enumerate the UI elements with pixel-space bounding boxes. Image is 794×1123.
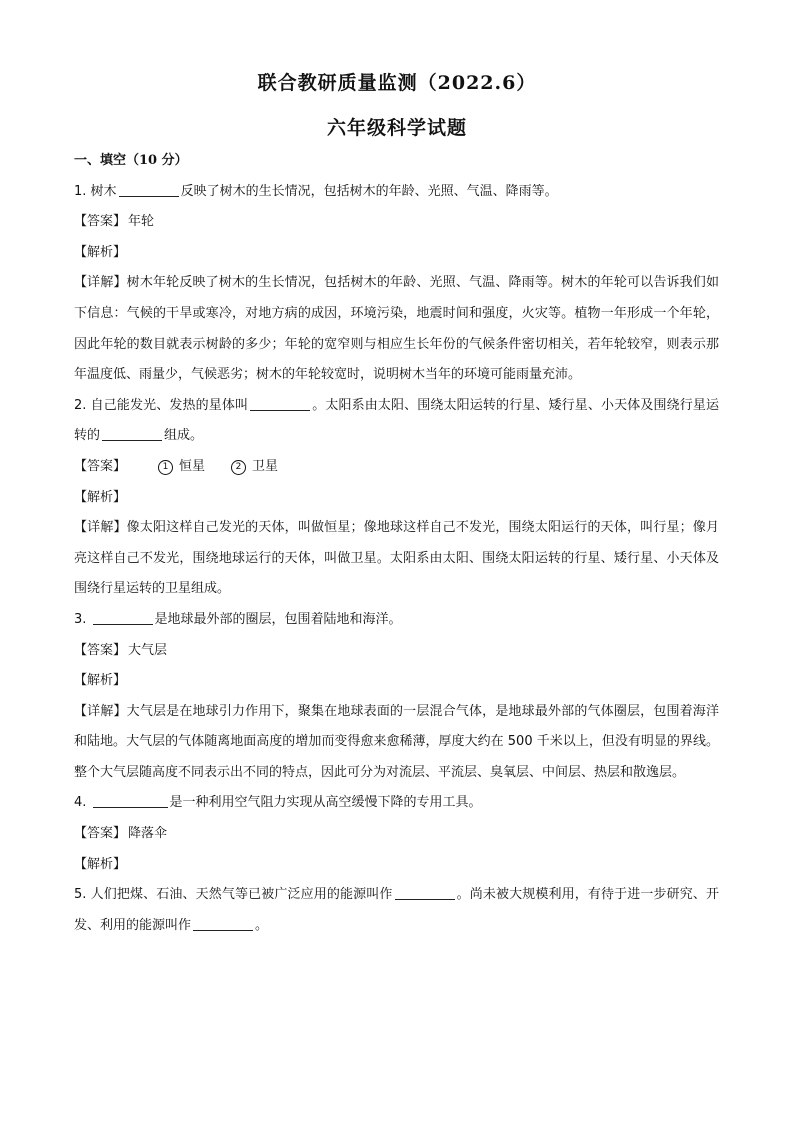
- answer-tag: 【答案】: [74, 214, 127, 230]
- circled-number-1: 1: [158, 460, 173, 475]
- detail-paragraph: [74, 513, 719, 605]
- answer-value: 年轮: [128, 214, 155, 230]
- analysis-tag: 【解析】: [74, 673, 127, 689]
- answer-blank: [102, 427, 162, 441]
- answer-value: 大气层: [128, 642, 168, 658]
- detail-tag: 【详解】: [74, 275, 127, 291]
- answer-line: [74, 819, 719, 850]
- question-text: 反映了树木的生长情况，包括树木的年龄、光照、气温、降雨等。: [180, 183, 558, 199]
- detail-text: 大气层是在地球引力作用下，聚集在地球表面的一层混合气体，是地球最外部的气体圈层，包围着海洋和陆地。大气层的气体随离地面高度的增加而变得愈来愈稀薄，厚度大约在 500 千米以上，但没有明显的界线。整个大气层随高度不同表示出不同的特点，因此可分为对流层、平流层、臭氧层、中间层、热层和散逸层。: [74, 703, 719, 780]
- answer-tag: 【答案】: [74, 458, 127, 474]
- answer-line: [74, 452, 719, 483]
- question-text: 树木: [90, 183, 117, 199]
- answer-value: 卫星: [252, 458, 279, 474]
- question-text: 。尚未被大规模利用，有待于进一步研究、开发、利用的能源叫作: [74, 887, 719, 933]
- detail-text: 像太阳这样自己发光的天体，叫做恒星；像地球这样自己不发光，围绕太阳运行的天体，叫行星；像月亮这样自己不发光，围绕地球运行的天体，叫做卫星。太阳系由太阳、围绕太阳运转的行星、矮行星、小天体及围绕行星运转的卫星组成。: [74, 520, 719, 597]
- answer-blank: [119, 183, 179, 197]
- document-title: 联合教研质量监测（2022.6）: [257, 72, 537, 94]
- detail-paragraph: [74, 268, 719, 390]
- question-text: 是地球最外部的圈层，包围着陆地和海洋。: [154, 611, 402, 627]
- answer-value: 降落伞: [128, 826, 168, 842]
- detail-tag: 【详解】: [74, 520, 127, 536]
- question-4: [74, 788, 719, 819]
- answer-blank: [93, 794, 168, 808]
- answer-tag: 【答案】: [74, 642, 127, 658]
- question-number: 1.: [74, 183, 87, 199]
- answer-blank: [93, 611, 153, 625]
- question-2: [74, 391, 719, 452]
- answer-blank: [250, 397, 310, 411]
- question-text: 自己能发光、发热的星体叫: [90, 397, 249, 413]
- analysis-tag: 【解析】: [74, 244, 127, 260]
- question-number: 5.: [74, 887, 87, 903]
- answer-line: [74, 636, 719, 667]
- question-text: 组成。: [164, 428, 204, 444]
- answer-blank: [395, 886, 455, 900]
- question-text: 。太阳系由太阳、围绕太阳运转的行星、矮行星、小天体及围绕行星运转的: [74, 397, 719, 444]
- question-number: 3.: [74, 611, 87, 627]
- answer-blank: [193, 917, 253, 931]
- question-number: 2.: [74, 397, 87, 413]
- analysis-tag: 【解析】: [74, 489, 127, 505]
- detail-tag: 【详解】: [74, 703, 127, 719]
- answer-value: 恒星: [179, 458, 206, 474]
- question-text: 。: [255, 917, 269, 933]
- answer-line: [74, 207, 719, 238]
- question-text: 人们把煤、石油、天然气等已被广泛应用的能源叫作: [90, 887, 393, 903]
- detail-text: 树木年轮反映了树木的生长情况，包括树木的年龄、光照、气温、降雨等。树木的年轮可以告诉我们如下信息：气候的干旱或寒冷，对地方病的成因，环境污染，地震时间和强度，火灾等。植物一年形成一个年轮，因此年轮的数目就表示树龄的多少；年轮的宽窄则与相应生长年份的气候条件密切相关，若年轮较窄，则表示那年温度低、雨量少，气候恶劣；树木的年轮较宽时，说明树木当年的环境可能雨量充沛。: [74, 275, 719, 383]
- detail-paragraph: [74, 697, 719, 789]
- question-1: [74, 177, 719, 208]
- circled-number-2: 2: [231, 460, 246, 475]
- answer-tag: 【答案】: [74, 826, 127, 842]
- document-subtitle: 六年级科学试题: [326, 117, 467, 139]
- question-number: 4.: [74, 795, 87, 811]
- question-5: [74, 880, 719, 941]
- question-3: [74, 605, 719, 636]
- exam-content: [74, 146, 719, 941]
- analysis-tag: 【解析】: [74, 856, 127, 872]
- question-text: 是一种利用空气阻力实现从高空缓慢下降的专用工具。: [169, 795, 482, 811]
- section-heading: 一、填空（10 分）: [74, 153, 188, 168]
